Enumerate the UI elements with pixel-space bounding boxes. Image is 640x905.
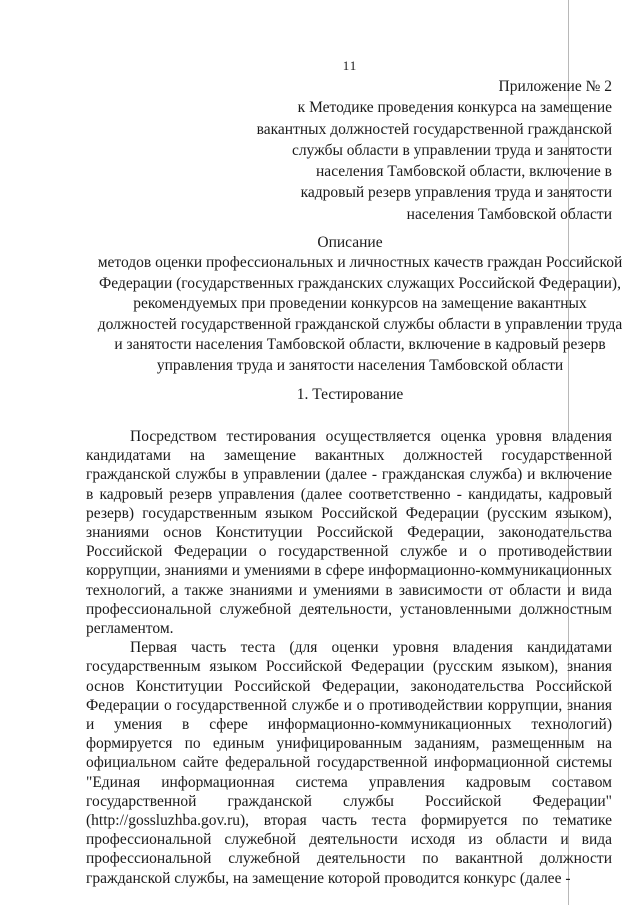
document-subtitle	[80, 253, 640, 376]
section-heading: 1. Тестирование	[296, 386, 404, 403]
appendix-header	[257, 76, 612, 225]
subtitle-line: рекомендуемых при проведении конкурсов на замещение вакантных	[133, 295, 587, 312]
document-title: Описание	[317, 234, 383, 251]
appendix-line: вакантных должностей государственной гражданской	[256, 120, 612, 138]
subtitle-line: должностей государственной гражданской службы области в управлении труда	[97, 315, 623, 333]
subtitle-line: методов оценки профессиональных и личностных качеств граждан Российской	[97, 254, 623, 271]
body-text	[86, 427, 612, 888]
appendix-line: населения Тамбовской области, включение в	[316, 163, 612, 181]
body-paragraph: Первая часть теста (для оценки уровня владения кандидатами государственным языком Российской Федерации (русским языком), знания основ Конституции Российской Федерации, законодательства Российской Федерации о государственной службе и о противодействии коррупции, знания и умения в сфере информационно-коммуникационных технологий) формируется по единым унифицированным заданиям, размещенным на официальном сайте федеральной государственной информационной системы "Единая информационная система управления кадровым составом государственной гражданской службы Российской Федерации" (http://gossluzhba.gov.ru), вторая часть теста формируется по тематике профессиональной служебной деятельности исходя из области и вида профессиональной служебной деятельности по вакантной должности гражданской службы, на замещение которой проводится конкурс (далее -	[86, 639, 612, 887]
appendix-line: населения Тамбовской области	[406, 205, 612, 223]
appendix-line: к Методике проведения конкурса на замещение	[297, 99, 612, 117]
appendix-line: кадровый резерв управления труда и занятости	[300, 184, 612, 202]
page-number: 11	[342, 58, 358, 73]
subtitle-line: Федерации (государственных гражданских служащих Российской Федерации),	[99, 274, 621, 292]
appendix-line: Приложение № 2	[498, 78, 612, 95]
subtitle-line: и занятости населения Тамбовской области, включение в кадровый резерв	[114, 336, 606, 353]
subtitle-line: управления труда и занятости населения Тамбовской области	[156, 356, 564, 374]
appendix-line: службы области в управлении труда и занятости	[291, 141, 612, 159]
body-paragraph: Посредством тестирования осуществляется оценка уровня владения кандидатами на замещение вакантных должностей государственной гражданской службы в управлении (далее - гражданская служба) и включение в кадровый резерв управления (далее соответственно - кандидаты, кадровый резерв) государственным языком Российской Федерации (русским языком), знаниями основ Конституции Российской Федерации, законодательства Российской Федерации о государственной службе и о противодействии коррупции, знаниями и умениями в сфере информационно-коммуникационных технологий, а также знаниями и умениями в зависимости от области и вида профессиональной служебной деятельности, установленными должностным регламентом.	[86, 428, 612, 638]
